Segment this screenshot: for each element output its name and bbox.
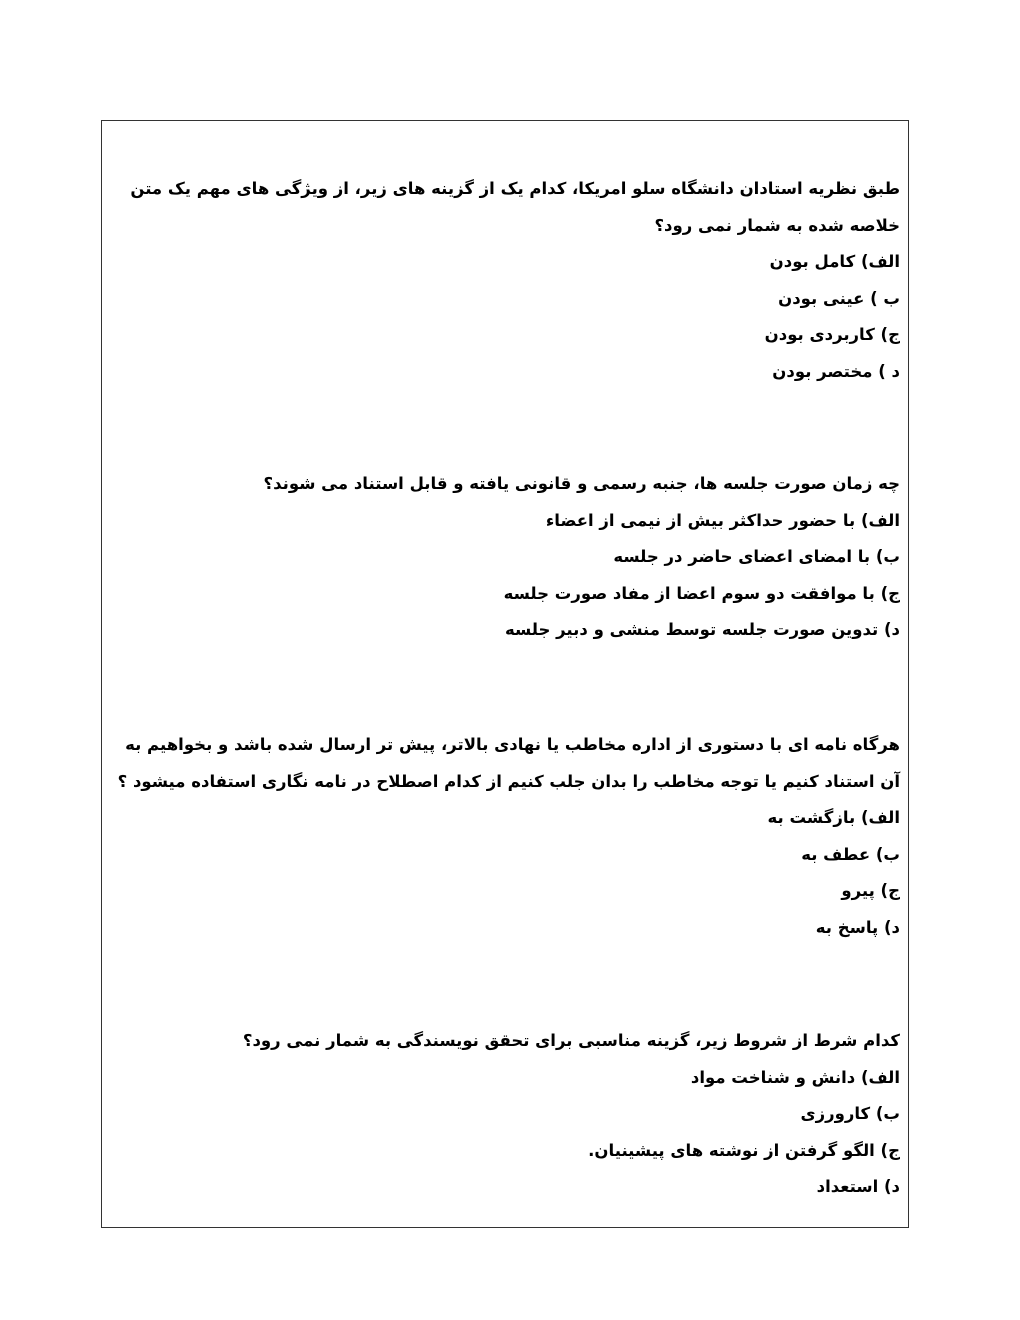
question-2 bbox=[130, 466, 900, 649]
page-frame bbox=[101, 120, 909, 1228]
question-2-option-b: ب) با امضای اعضای حاضر در جلسه bbox=[613, 547, 900, 566]
question-3-option-d: د) پاسخ به bbox=[815, 917, 900, 937]
question-2-text: چه زمان صورت جلسه ها، جنبه رسمی و قانونی یافته و قابل استناد می شوند؟ bbox=[263, 474, 900, 493]
question-2-option-d: د) تدوین صورت جلسه توسط منشی و دبیر جلسه bbox=[505, 620, 900, 639]
question-3-option-c: ج) پیرو bbox=[841, 881, 900, 900]
question-1-text: طبق نظریه استادان دانشگاه سلو امریکا، کدام یک از گزینه های زیر، از ویژگی های مهم یک متن خلاصه شده به شمار نمی رود؟ bbox=[130, 179, 900, 235]
question-3-option-a: الف) بازگشت به bbox=[767, 808, 900, 827]
question-4-text: کدام شرط از شروط زیر، گزینه مناسبی برای تحقق نویسندگی به شمار نمی رود؟ bbox=[242, 1031, 900, 1050]
question-4-option-d: د) استعداد bbox=[816, 1177, 900, 1196]
question-1-option-b: ب ) عینی بودن bbox=[778, 288, 900, 308]
question-4-option-a: الف) دانش و شناخت مواد bbox=[690, 1067, 900, 1087]
question-1 bbox=[130, 171, 900, 390]
question-3-option-b: ب) عطف به bbox=[801, 844, 900, 864]
question-2-option-c: ج) با موافقت دو سوم اعضا از مفاد صورت جلسه bbox=[503, 583, 900, 603]
question-1-option-c: ج) کاربردی بودن bbox=[764, 325, 900, 344]
question-4-option-b: ب) کارورزی bbox=[800, 1104, 900, 1123]
question-1-option-a: الف) کامل بودن bbox=[769, 252, 900, 271]
question-4-option-c: ج) الگو گرفتن از نوشته های پیشینیان. bbox=[588, 1140, 900, 1160]
question-1-option-d: د ) مختصر بودن bbox=[772, 361, 900, 381]
question-3 bbox=[110, 727, 900, 946]
question-3-text: هرگاه نامه ای با دستوری از اداره مخاطب یا نهادی بالاتر، پیش تر ارسال شده باشد و بخواهیم به آن استناد کنیم یا توجه مخاطب را بدان جلب کنیم از کدام اصطلاح در نامه نگاری استفاده میشود ؟ bbox=[117, 735, 900, 791]
question-2-option-a: الف) با حضور حداکثر بیش از نیمی از اعضاء bbox=[545, 510, 900, 530]
question-4 bbox=[130, 1023, 900, 1206]
